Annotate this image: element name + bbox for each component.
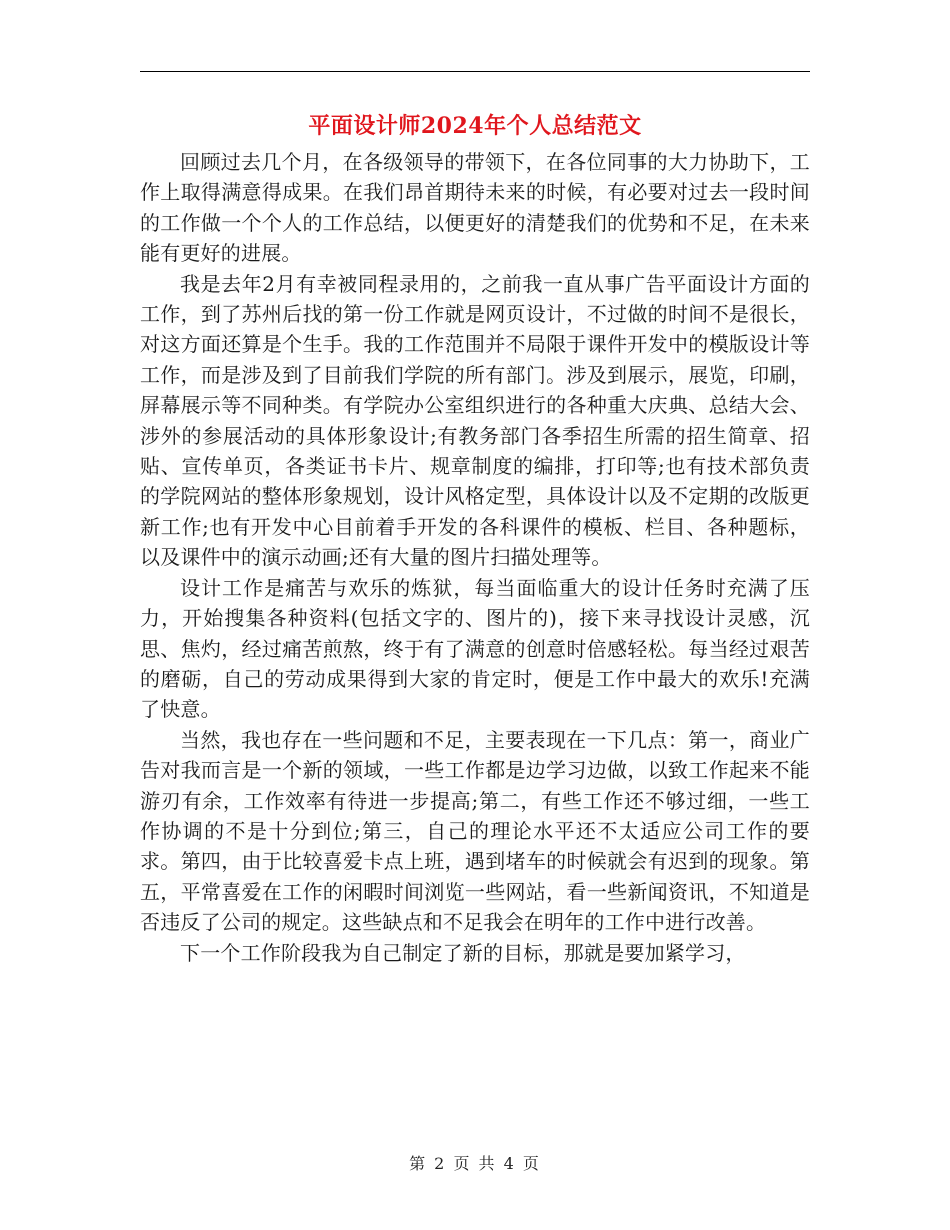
paragraph-intro: 回顾过去几个月，在各级领导的带领下，在各位同事的大力协助下，工作上取得满意得成果。在我们昂首期待未来的时候，有必要对过去一段时间的工作做一个个人的工作总结，以便更好的清楚我们的优势和不足，在未来能有更好的进展。: [140, 150, 810, 266]
document-body: [140, 147, 810, 968]
paragraph-design-experience: 设计工作是痛苦与欢乐的炼狱，每当面临重大的设计任务时充满了压力，开始搜集各种资料(包括文字的、图片的)，接下来寻找设计灵感，沉思、焦灼，经过痛苦煎熬，终于有了满意的创意时倍感轻松。每当经过艰苦的磨砺，自己的劳动成果得到大家的肯定时，便是工作中最大的欢乐!充满了快意。: [140, 575, 810, 722]
page-number-footer: 第 2 页 共 4 页: [409, 1154, 541, 1173]
header-rule: [140, 71, 810, 72]
document-title: 平面设计师2024年个人总结范文: [308, 113, 642, 139]
paragraph-next-goals: 下一个工作阶段我为自己制定了新的目标，那就是要加紧学习，: [180, 940, 746, 965]
paragraph-shortcomings: 当然，我也存在一些问题和不足，主要表现在一下几点：第一，商业广告对我而言是一个新的领域，一些工作都是边学习边做，以致工作起来不能游刃有余，工作效率有待进一步提高;第二，有些工作还不够过细，一些工作协调的不是十分到位;第三，自己的理论水平还不太适应公司工作的要求。第四，由于比较喜爱卡点上班，遇到堵车的时候就会有迟到的现象。第五，平常喜爱在工作的闲暇时间浏览一些网站，看一些新闻资讯，不知道是否违反了公司的规定。这些缺点和不足我会在明年的工作中进行改善。: [140, 727, 810, 935]
paragraph-work-scope: 我是去年2月有幸被同程录用的，之前我一直从事广告平面设计方面的工作，到了苏州后找的第一份工作就是网页设计，不过做的时间不是很长，对这方面还算是个生手。我的工作范围并不局限于课件开发中的模版设计等工作，而是涉及到了目前我们学院的所有部门。涉及到展示，展览，印刷，屏幕展示等不同种类。有学院办公室组织进行的各种重大庆典、总结大会、涉外的参展活动的具体形象设计;有教务部门各季招生所需的招生简章、招贴、宣传单页，各类证书卡片、规章制度的编排，打印等;也有技术部负责的学院网站的整体形象规划，设计风格定型，具体设计以及不定期的改版更新工作;也有开发中心目前着手开发的各科课件的模板、栏目、各种题标，以及课件中的演示动画;还有大量的图片扫描处理等。: [140, 271, 810, 570]
